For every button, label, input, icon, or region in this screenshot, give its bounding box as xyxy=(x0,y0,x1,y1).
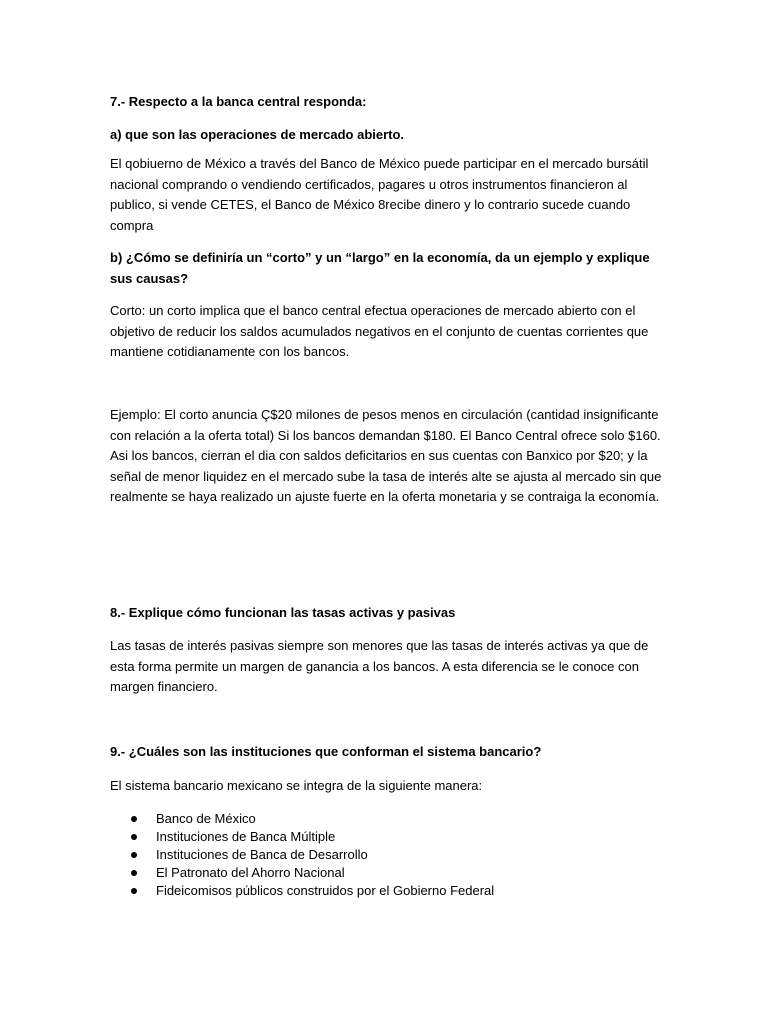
list-item-text: Instituciones de Banca Múltiple xyxy=(156,829,336,844)
bullet-icon xyxy=(131,834,137,840)
bullet-icon xyxy=(131,816,137,822)
question-7b: b) ¿Cómo se definiría un “corto” y un “largo” en la economía, da un ejemplo y explique sus causas? xyxy=(110,250,650,286)
bullet-icon xyxy=(131,888,137,894)
bullet-icon xyxy=(131,852,137,858)
list-item-text: El Patronato del Ahorro Nacional xyxy=(156,865,345,880)
list-item-text: Banco de México xyxy=(156,811,256,826)
question-9-title: 9.- ¿Cuáles son las instituciones que conforman el sistema bancario? xyxy=(110,744,542,759)
list-item xyxy=(110,846,670,864)
list-item xyxy=(110,882,670,900)
answer-9-intro: El sistema bancario mexicano se integra de la siguiente manera: xyxy=(110,778,483,793)
example-7b: Ejemplo: El corto anuncia Ç$20 milones de pesos menos en circulación (cantidad insignificante con relación a la oferta total) Si los bancos demandan $180. El Banco Central ofrece solo $160. Asi los bancos, cierran el dia con saldos deficitarios en sus cuentas con Banxico por $20; y la señal de menor liquidez en el mercado sube la tasa de interés alte se ajusta al mercado sin que realmente se haya realizado un ajuste fuerte en la oferta monetaria y se contraiga la economía. xyxy=(110,407,662,504)
question-7-title: 7.- Respecto a la banca central responda: xyxy=(110,94,367,109)
list-item-text: Instituciones de Banca de Desarrollo xyxy=(156,847,368,862)
answer-7a: El qobiuerno de México a través del Banco de México puede participar en el mercado bursátil nacional comprando o vendiendo certificados, pagares u otros instrumentos financieron al publico, si vende CETES, el Banco de México 8recibe dinero y lo contrario sucede cuando compra xyxy=(110,156,649,233)
list-item xyxy=(110,864,670,882)
question-7a: a) que son las operaciones de mercado abierto. xyxy=(110,127,405,142)
list-item xyxy=(110,828,670,846)
institutions-list xyxy=(110,810,670,900)
question-8-title: 8.- Explique cómo funcionan las tasas activas y pasivas xyxy=(110,605,456,620)
bullet-icon xyxy=(131,870,137,876)
list-item-text: Fideicomisos públicos construidos por el Gobierno Federal xyxy=(156,883,495,898)
answer-7b: Corto: un corto implica que el banco central efectua operaciones de mercado abierto con el objetivo de reducir los saldos acumulados negativos en el conjunto de cuentas corrientes que mantiene cotidianamente con los bancos. xyxy=(110,303,649,359)
answer-8: Las tasas de interés pasivas siempre son menores que las tasas de interés activas ya que de esta forma permite un margen de ganancia a los bancos. A esta diferencia se le conoce con margen financiero. xyxy=(110,638,649,694)
list-item xyxy=(110,810,670,828)
